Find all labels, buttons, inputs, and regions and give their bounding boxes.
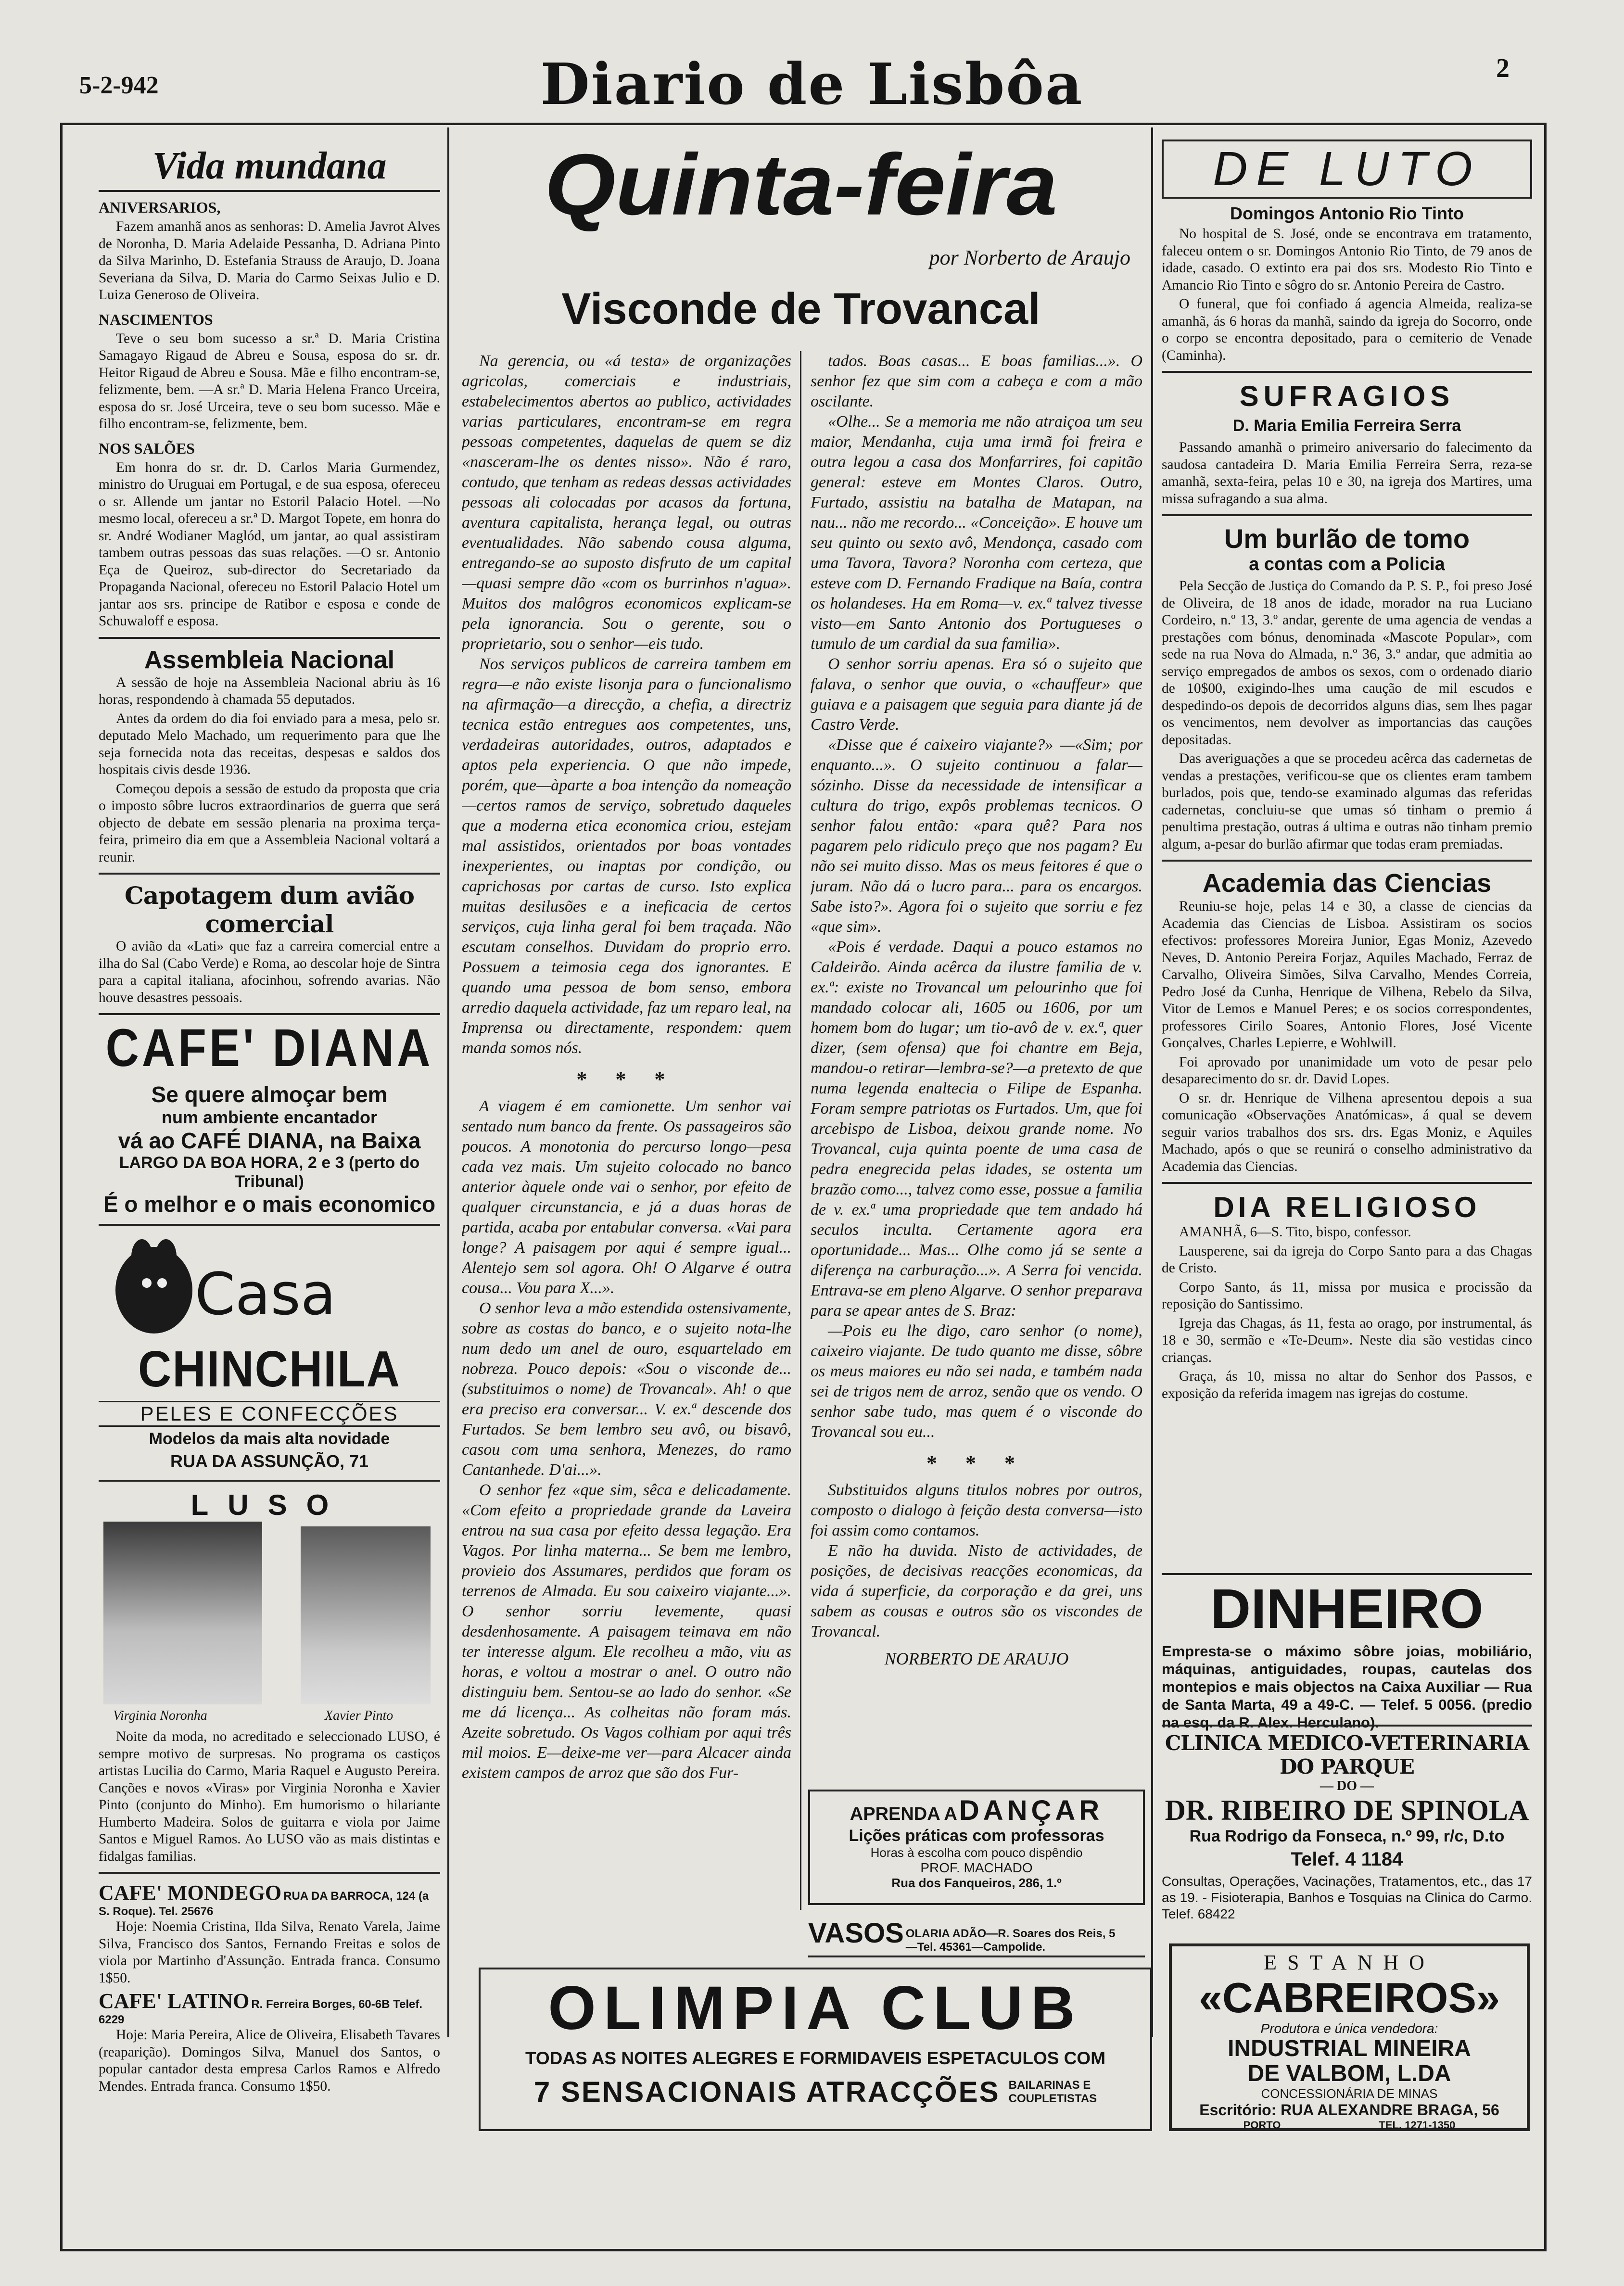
sufragios-text: Passando amanhã o primeiro aniversario do falecimento da saudosa cantadeira D. Maria Emilia Ferreira Serra, reza-se amanhã, sexta-feira, pelas 10 e 30, na igreja dos Martires, uma missa sufragando a sua alma. [1162, 440, 1532, 507]
article-paragraph: O senhor sorriu apenas. Era só o sujeito que falava, o senhor que ouvia, o «chauffeur» que guiava e a paisagem que seguia para diante já de Castro Verde. [811, 655, 1142, 734]
article-paragraph: Substituidos alguns titulos nobres por outros, composto o dialogo à feição desta conversa—isto foi assim como contamos. [811, 1481, 1142, 1539]
section-text: Teve o seu bom sucesso a sr.ª D. Maria Cristina Samagayo Rigaud de Abreu e Sousa, esposa do sr. dr. Heitor Rigaud de Abreu e Sousa. Mãe e filho encontram-se, felizmente, bem. —A sr.ª D. Maria Helena Franco Urceira, esposa do sr. José Urceira, teve o seu bom sucesso. Mãe e filho encontram-se, felizmente, bem. [99, 330, 440, 432]
burlao-subheading: a contas com a Policia [1249, 554, 1445, 574]
article-paragraph: Na gerencia, ou «á testa» de organizações agricolas, comerciais e industriais, estabelecimentos abertos ao publico, actividades varias particulares, encontram-se em regra pessoas competentes, daquelas de quem se diz «nasceram-lhe os dentes nisso». Não é raro, contudo, que tenham as redeas dessas actividades pessoas ali colocadas por acasos da fortuna, aventura capitalista, herança legal, ou outras eventualidades. Não sabendo cousa alguma, entregando-se ao suposto disfruto de um capital—quasi sempre dão «com os burrinhos n'agua». Muitos dos malôgros economicos explicam-se pela ignorancia. Sou o gerente, sou o proprietario, sou o senhor—eis tudo. [462, 352, 791, 653]
dancar-title [810, 1794, 1143, 1827]
dancar-ad [808, 1790, 1145, 1905]
column-left [99, 144, 440, 2126]
dinheiro-ad [1162, 1573, 1532, 1731]
cafe-mondego-ad [99, 1880, 440, 1987]
section-heading: NOS SALÕES [99, 439, 195, 457]
cafe-mondego-address: RUA DA BARROCA, 124 (a S. Roque). Tel. 25676 [99, 1890, 429, 1918]
vasos-text: OLARIA ADÃO—R. Soares dos Reis, 5—Tel. 45361—Campolide. [905, 1927, 1116, 1954]
section-nascimentos [99, 311, 440, 433]
cabreiros-name: «CABREIROS» [1199, 1974, 1500, 2021]
dancar-line: Lições práticas com professoras [849, 1827, 1104, 1845]
chinchila-line: Modelos da mais alta novidade [149, 1430, 390, 1448]
olimpia-name: OLIMPIA CLUB [548, 1974, 1083, 2043]
photo-caption: Virginia Noronha [113, 1708, 207, 1723]
article-paragraph: tados. Boas casas... E boas familias...». O senhor fez que sim com a cabeça e com a mão oscilante. [811, 352, 1142, 410]
column-right [1162, 140, 1532, 1804]
olimpia-club-ad [479, 1968, 1152, 2131]
article-signature: NORBERTO DE ARAUJO [884, 1649, 1069, 1668]
luto-para: O funeral, que foi confiado á agencia Almeida, realiza-se amanhã, ás 6 horas da manhã, saindo da igreja do Socorro, onde o corpo se encontra depositado, para o cemiterio de Venade (Caminha). [1162, 296, 1532, 363]
dancar-title-part: DANÇAR [959, 1795, 1104, 1826]
luto-subheading: Domingos Antonio Rio Tinto [1230, 203, 1464, 223]
article-paragraph: «Disse que é caixeiro viajante?» —«Sim; por enquanto...». O sujeito continuou a falar—sózinho. Disse da necessidade de intensificar a cultura do trigo, expôs problemas tecnicos. O senhor falou então: «para quê? Para nos pagarem pelo ridiculo preço que nos pagam? Eu não sei muito disso. Mas os meus feitores é que o juram. Não dá o lucro para... para os encargos. Sabe isto?». Agora foi o sujeito que sorriu e fez «que sim». [811, 736, 1142, 936]
center-title: Quinta-feira [544, 136, 1058, 233]
olimpia-sub [1009, 2079, 1097, 2106]
clinica-doctor: DR. RIBEIRO DE SPINOLA [1165, 1794, 1529, 1826]
cabreiros-ad [1169, 1943, 1530, 2131]
academia-para: O sr. dr. Henrique de Vilhena apresentou depois a sua comunicação «Observações Anatómicas», á qual se devem seguir varios trabalhos dos srs. drs. Egas Moniz, e Aquiles Machado, após o que se reunirá o conselho administrativo da Academia das Ciencias. [1162, 1090, 1532, 1174]
chinchila-line: RUA DA ASSUNÇÃO, 71 [170, 1451, 369, 1471]
burlao-para: Pela Secção de Justiça do Comando da P. S. P., foi preso José de Oliveira, de 18 anos de idade, morador na rua Luciano Cordeiro, n.º 13, 3.º andar, gerente de uma agencia de vendas a prestações com bónus, denominada «Mascote Popular», com sede na rua Nova do Almada, n.º 36, 3.º andar, que admitia ao serviço empregados de ambos os sexos, com o ordenado diario de 10$00, exigindo-lhes uma caução de mil escudos e despedindo-os depois de decorridos alguns dias, sem lhes pagar os vencimentos, nem devolver as importancias das cauções depositadas. [1162, 578, 1532, 748]
luso-ad [99, 1488, 440, 1865]
article-paragraph: O senhor leva a mão estendida ostensivamente, sobre as costas do banco, e o sujeito nota-lhe num dedo um anel de ouro, esquartelado em nobreza. Pouco depois: «Sou o visconde de... (substituimos o nome) de Trovancal». Ah! o que era preciso era conversar... V. ex.ª descende dos Furtados. Se bem lembro seu avô, ou bisavô, casou com uma senhora, Menezes, do ramo Cantanhede. D'ai...». [462, 1299, 791, 1479]
divider [99, 873, 440, 875]
luto-heading: DE LUTO [1162, 140, 1532, 199]
section-nos-saloes [99, 440, 440, 630]
section-heading: ANIVERSARIOS, [99, 199, 221, 216]
olimpia-subline: BAILARINAS E [1008, 2078, 1091, 2092]
clinica-do: — DO — [1320, 1778, 1374, 1793]
section-stars: * * * [576, 1067, 677, 1091]
cafe-diana-line: vá ao CAFÉ DIANA, na Baixa [118, 1128, 421, 1153]
chinchila-line: PELES E CONFECÇÕES [99, 1401, 440, 1427]
cabreiros-line: Escritório: RUA ALEXANDRE BRAGA, 56 [1199, 2101, 1499, 2119]
chinchilla-logo-icon [108, 1232, 200, 1338]
article-paragraph: Nos serviços publicos de carreira tambem em regra—e não existe lisonja para o funcionalismo na afirmação—a direcção, a chefia, a directriz tecnica estão entregues aos competentes, uns, verdadeiras autoridades, outros, adaptados e aptos pela experiencia. O que não impede, porém, que—àparte a boa intenção da nomeação—certos ramos de serviço, sobretudo daqueles que a moderna etica economica criou, estejam mal assistidos, orientados por boas vontades inexperientes, ou inaptas por condição, ou caprichosas por cartas de curso. Isto explica muitas desilusões e a ineficacia de certos serviços, cuja linha geral foi bem traçada. Não escutam conselhos. Duvidam do proprio erro. Possuem a teimosia cega dos ignorantes. E quando uma pessoa de bom senso, embora arredio daquela actividade, faz um reparo leal, na Imprensa ou directamente, respondem: quem manda somos nós. [462, 655, 791, 1057]
olimpia-subline: COUPLETISTAS [1008, 2092, 1097, 2105]
sufragios-subheading: D. Maria Emilia Ferreira Serra [1232, 417, 1461, 435]
casa-chinchila-ad [99, 1232, 440, 1473]
assembleia-para: Antes da ordem do dia foi enviado para a mesa, pelo sr. deputado Melo Machado, um requerimento para que lhe seja fornecida nota das receitas, despesas e saldos dos hospitais civis desde 1936. [99, 711, 440, 777]
cabreiros-bottom [1172, 2101, 1527, 2119]
article-title: Visconde de Trovancal [561, 284, 1040, 333]
cafe-latino-address: R. Ferreira Borges, 60-6B Telef. 6229 [99, 1998, 423, 2026]
dancar-line: PROF. MACHADO [920, 1860, 1033, 1875]
section-stars: * * * [926, 1451, 1027, 1475]
page-number: 2 [1496, 53, 1510, 83]
religioso-para: Igreja das Chagas, ás 11, festa ao orago, por instrumental, ás 18 e 30, sermão e «Te-Deum». Neste dia são vestidas cinco crianças. [1162, 1315, 1532, 1365]
luso-title: LUSO [190, 1489, 348, 1521]
burlao-heading: Um burlão de tomo [1224, 523, 1470, 554]
portrait-photo [301, 1526, 431, 1704]
cafe-mondego-text: Hoje: Noemia Cristina, Ilda Silva, Renato Varela, Jaime Silva, Francisco dos Santos, Fernando Freitas e solos de viola por Martinho d'Assunção. Entrada franca. Consumo 1$50. [99, 1919, 440, 1986]
column-rule [800, 351, 801, 1910]
section-aniversarios [99, 199, 440, 304]
article-paragraph: «Olhe... Se a memoria me não atraiçoa um seu maior, Mendanha, cuja uma irmã foi freira e outra legou a casa dos Monfarrires, foi capitão general: esteve em Montes Claros. Outro, Furtado, assistiu na batalha de Matapan, na nau... não me recordo... «Conceição». E houve um seu quinto ou sexto avô, Mendonça, casado com uma Tavora, Tavora? Noronha com certeza, que esteve com D. Fernando Fradique na Baía, contra os holandeses. Ha em Roma—v. ex.ª talvez tivesse visto—em Santo Antonio dos Portugueses o tumulo de um cardial da sua familia». [811, 413, 1142, 653]
olimpia-line: TODAS AS NOITES ALEGRES E FORMIDAVEIS ESPETACULOS COM [525, 2048, 1106, 2068]
divider [1162, 514, 1532, 516]
cafe-diana-line: Se quere almoçar bem [151, 1082, 388, 1107]
cabreiros-line: TEL. 1271-1350 [1379, 2119, 1456, 2131]
divider [1162, 860, 1532, 862]
olimpia-line-row [481, 2075, 1150, 2108]
vasos-ad [808, 1917, 1145, 1957]
assembleia-para: A sessão de hoje na Assembleia Nacional abriu às 16 horas, respondendo à chamada 55 deputados. [99, 674, 440, 707]
cafe-diana-line: É o melhor e o mais economico [103, 1192, 436, 1217]
cabreiros-line: Produtora e única vendedora: [1260, 2021, 1438, 2036]
article-paragraph: E não ha duvida. Nisto de actividades, de posições, de decisivas reacções economicas, da vida á superficie, da corporação e da grei, uns sabem as cousas e outros são os viscondes de Trovancal. [811, 1542, 1142, 1640]
divider [99, 1224, 440, 1226]
divider [1162, 371, 1532, 373]
divider [99, 1872, 440, 1874]
byline: por Norberto de Araujo [929, 246, 1130, 269]
casa-word: Casa [195, 1261, 336, 1328]
divider [99, 1480, 440, 1482]
divider [99, 637, 440, 639]
cabreiros-top: ESTANHO [1264, 1951, 1435, 1974]
article-col-left [462, 351, 791, 1915]
section-heading: NASCIMENTOS [99, 310, 213, 328]
academia-para: Foi aprovado por unanimidade um voto de pesar pelo desaparecimento do sr. dr. David Lopes. [1162, 1054, 1532, 1087]
clinica-tel: Telef. 4 1184 [1291, 1849, 1403, 1870]
cabreiros-line: DE VALBOM, L.DA [1247, 2061, 1451, 2086]
cafe-diana-ad [99, 1018, 440, 1217]
cabreiros-bottom-2 [1172, 2119, 1527, 2132]
assembleia-heading: Assembleia Nacional [144, 646, 395, 674]
luto-para: No hospital de S. José, onde se encontrava em tratamento, faleceu ontem o sr. Domingos Antonio Rio Tinto, de 79 anos de idade, casado. O extinto era pai dos srs. Modesto Rio Tinto e Amancio Rio Tinto e sôgro do sr. Antonio Pereira de Castro. [1162, 226, 1532, 293]
column-rule [1151, 127, 1153, 2037]
cafe-diana-line: LARGO DA BOA HORA, 2 e 3 (perto do Tribunal) [119, 1154, 420, 1191]
academia-para: Reuniu-se hoje, pelas 14 e 30, a classe de ciencias da Academia das Ciencias de Lisboa. Assistiram os socios efectivos: professores Moreira Junior, Egas Moniz, Azevedo Neves, D. Antonio Pereira Forjaz, Aquiles Machado, Ferraz de Carvalho, Oliveira Simões, Silva Carvalho, Mendes Correia, Pedro José da Cunha, Henrique de Vilhena, Rebelo da Silva, Vitor de Lemos e Manuel Peres; e os socios correspondentes, professores Cirilo Soares, Antonio Flores, José Vicente Gonçalves, Charles Lepierre, e Wohlwill. [1162, 899, 1532, 1051]
cafe-diana-name: CAFE' DIANA [105, 1018, 433, 1078]
dinheiro-heading: DINHEIRO [1210, 1577, 1484, 1640]
article-col-right [811, 351, 1142, 1780]
dinheiro-text: Empresta-se o máximo sôbre joias, mobiliário, máquinas, antiguidades, roupas, cautelas dos montepios e mais objectos na Caixa Auxiliar — Rua de Santa Marta, 49 a 49-C. — Telef. 5 0056. (predio na esq. da R. Alex. Herculano). [1162, 1643, 1532, 1731]
chinchila-name: CHINCHILA [138, 1341, 401, 1398]
cafe-mondego-name: CAFE' MONDEGO [99, 1881, 282, 1905]
column-rule [447, 127, 449, 2037]
dancar-line: Horas à escolha com pouco dispêndio [870, 1845, 1083, 1860]
burlao-para: Das averiguações a que se procedeu acêrca das cadernetas de vendas a prestações, verificou-se que os clientes eram tambem burlados, pois que, tendo-se examinado algumas das referidas cadernetas, concluiu-se que umas só tinham o premio á penultima prestação, outras á ultima e outras não tinham premio algum, a-pesar do burlão afirmar que todas eram premiadas. [1162, 751, 1532, 852]
article-paragraph: —Pois eu lhe digo, caro senhor (o nome), caixeiro viajante. De tudo quanto me disse, sôbre os meus maiores eu não sei nada, e também nada sei de trigos nem de arroz, senão que os vendo. O senhor sabe tudo, mas quem é o visconde do Trovancal sou eu... [811, 1322, 1142, 1441]
dancar-line: Rua dos Fanqueiros, 286, 1.º [891, 1876, 1062, 1890]
section-text: Fazem amanhã anos as senhoras: D. Amelia Javrot Alves de Noronha, D. Maria Adelaide Pessanha, D. Adriana Pinto da Silva Marinho, D. Estefania Strauss de Araujo, D. Joana Severiana da Silva, D. Maria do Carmo Seixas Julio e D. Luiza Generoso de Oliveira. [99, 219, 440, 303]
article-paragraph: A viagem é em camionette. Um senhor vai sentado num banco da frente. Os passageiros são poucos. A monotonia do percurso longo—pesa cada vez mais. Um sujeito colocado no banco anterior àquele onde vai o senhor, por efeito de qualquer circunstancia, e já a duas horas de partida, acaba por entabular conversa. «Vai para longe? A paisagem por aqui é sempre igual... Alentejo sem sol agora. Oh! O Algarve é outra cousa... Vou para X...». [462, 1097, 791, 1297]
cafe-latino-text: Hoje: Maria Pereira, Alice de Oliveira, Elisabeth Tavares (reaparição). Domingos Silva, Manuel dos Santos, o popular cantador desta empresa Carlos Ramos e Alfredo Mendes. Entrada franca. Consumo 1$50. [99, 2027, 440, 2094]
sufragios-heading: SUFRAGIOS [1239, 380, 1455, 412]
clinica-text: Consultas, Operações, Vacinações, Tratamentos, etc., das 17 as 19. - Fisioterapia, Banhos e Tosquias na Clinica do Carmo. Telef. 68422 [1162, 1874, 1532, 1921]
article-paragraph: O senhor fez «que sim, sêca e delicadamente. «Com efeito a propriedade grande da Laveira entrou na sua casa por efeito dessa legação. Era Vagos. Por linha materna... Se bem me lembro, provieio dos Assumares, perdidos que foram os terrenos de Almada. Eu sou caixeiro viajante...». O senhor sorriu levemente, quasi desdenhosamente. A paisagem teimava em não ter interesse algum. Ele recolheu a mão, viu as horas, e voltou a mostrar o anel. O outro não distinguiu bem. Sentou-se ao lado do senhor. «Se me dá licença... As colheitas não foram más. Azeite sobretudo. Os Vagos colhiam por aqui três mil moios. E—deixe-me ver—para Alcacer ainda existem campos de arroz que são dos Fur- [462, 1481, 791, 1782]
cafe-diana-line: num ambiente encantador [161, 1107, 378, 1127]
clinica-heading: CLINICA MEDICO-VETERINARIA DO PARQUE [1165, 1731, 1529, 1778]
vida-mundana-title: Vida mundana [99, 144, 440, 192]
religioso-para: Graça, ás 10, missa no altar do Senhor dos Passos, e exposição da referida imagem nas igrejas do costume. [1162, 1369, 1532, 1401]
dancar-title-part: APRENDA A [850, 1804, 957, 1824]
cafe-latino-name: CAFE' LATINO [99, 1989, 250, 2013]
olimpia-line: 7 SENSACIONAIS ATRACÇÕES [533, 2076, 1000, 2108]
religioso-para: Corpo Santo, ás 11, missa por musica e procissão da reposição do Santissimo. [1162, 1279, 1532, 1312]
portrait-photo [103, 1522, 262, 1704]
masthead: Diario de Lisbôa [540, 51, 1084, 117]
luso-text: Noite da moda, no acreditado e seleccionado LUSO, é sempre motivo de surpresas. No programa os castiços artistas Lucilia do Carmo, Maria Raquel e Augusto Pereira. Canções e novos «Viras» por Virginia Noronha e Xavier Pinto (conjunto do Minho). Em humorismo o hilariante Humberto Madeira. Solos de guitarra e viola por Jaime Santos e Miguel Ramos. Ao LUSO vão as mais distintas e fidalgas familias. [99, 1729, 440, 1864]
cafe-latino-ad [99, 1989, 440, 2095]
capotagem-text: O avião da «Lati» que faz a carreira comercial entre a ilha do Sal (Cabo Verde) e Roma, ao descolar hoje de Sintra para a capital italiana, afocinhou, sofrendo avarias. Não houve desastres pessoais. [99, 939, 440, 1005]
vasos-name: VASOS [808, 1918, 904, 1949]
religioso-para: Lausperene, sai da igreja do Corpo Santo para a das Chagas de Cristo. [1162, 1243, 1532, 1276]
article-paragraph: «Pois é verdade. Daqui a pouco estamos no Caldeirão. Ainda acêrca da ilustre familia de v. ex.ª: existe no Trovancal um pelourinho que foi mandado colocar ali, 1605 ou 1606, por um homem bom do lugar; um tio-avô de v. ex.ª, quer dizer, (sem ofensa) que foi chantre em Beja, mandou-o retirar—lembra-se?—a pretexto de que numa legenda enaltecia o Filipe de Espanha. Foram sempre patriotas os Furtados. Um, que foi arcebispo de Lisboa, deixou grande nome. No Trovancal, cuja quinta poente de uma casa de pedra enegrecida pelas idades, se ostenta um brazão como..., talvez como esse, possue a familia de v. ex.ª uma propriedade que tem andado há seculos inculta. Certamente agora era oportunidade... Mas... Olhe como já se sente a diferença na carburação...». A Serra foi vencida. Entrava-se em pleno Algarve. O senhor preparava para se apear antes de S. Braz: [811, 938, 1142, 1320]
divider [1162, 1182, 1532, 1184]
clinica-address: Rua Rodrigo da Fonseca, n.º 99, r/c, D.to [1189, 1827, 1505, 1845]
capotagem-heading: Capotagem dum avião comercial [125, 881, 414, 938]
photo-caption: Xavier Pinto [325, 1708, 393, 1723]
cabreiros-line: INDUSTRIAL MINEIRA [1228, 2036, 1471, 2061]
assembleia-para: Começou depois a sessão de estudo da proposta que cria o imposto sôbre lucros extraordinarios de guerra que será objecto de debate em sessão plenaria na proxima terça-feira, primeiro dia em que a Assembleia Nacional voltará a reunir. [99, 781, 440, 865]
clinica-ad [1162, 1725, 1532, 1933]
luso-photos [99, 1522, 440, 1728]
cabreiros-line: PORTO [1243, 2119, 1281, 2131]
cabreiros-line: CONCESSIONÁRIA DE MINAS [1261, 2086, 1438, 2101]
religioso-heading: DIA RELIGIOSO [1213, 1191, 1481, 1223]
religioso-para: AMANHÃ, 6—S. Tito, bispo, confessor. [1179, 1224, 1411, 1240]
divider [99, 1013, 440, 1015]
section-text: Em honra do sr. dr. D. Carlos Maria Gurmendez, ministro do Uruguai em Portugal, e de sua esposa, ofereceu o sr. Allende um jantar no Estoril Palacio Hotel. —No mesmo local, ofereceu a sr.ª D. Margot Topete, em honra do sr. André Wodianer Maglód, um jantar, ao qual assistiram tambem outras pessoas das suas relações. —O sr. Antonio Eça de Queiroz, sub-director do Secretariado da Propaganda Nacional, ofereceu no Estoril Palacio Hotel um jantar aos srs. principe de Ratibor e esposa e conde de Schuwaloff e esposa. [99, 459, 440, 629]
academia-heading: Academia das Ciencias [1202, 869, 1492, 898]
issue-date: 5-2-942 [79, 72, 159, 99]
